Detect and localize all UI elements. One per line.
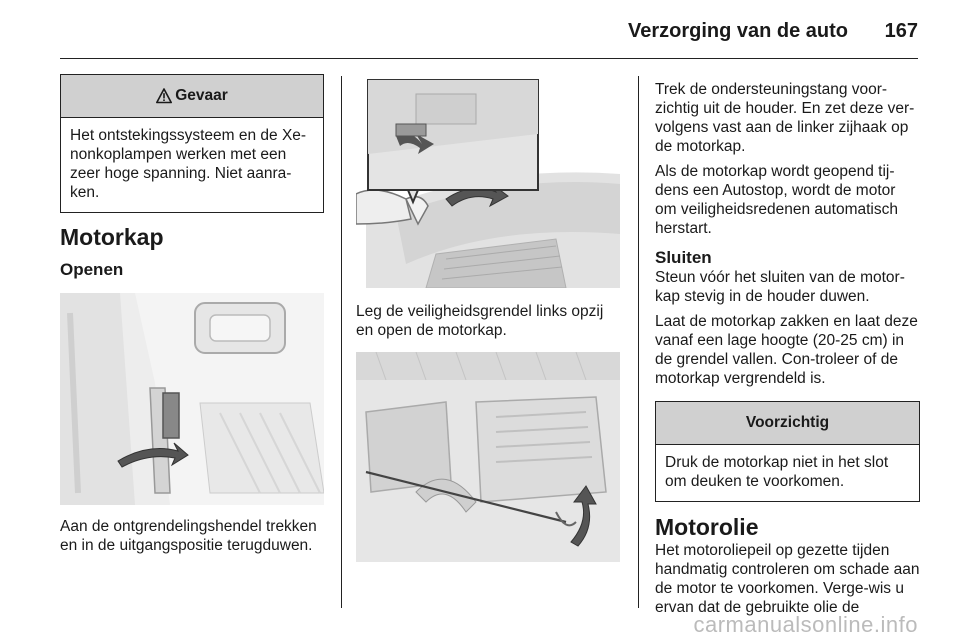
column-3 [655,74,920,617]
column-2 [356,74,620,562]
column-divider [341,76,342,608]
caution-box-text: Druk de motorkap niet in het slot om deuken te voorkomen. [665,454,889,490]
column-1 [60,74,324,555]
hood-release-lever-illustration [60,293,324,505]
column-divider [638,76,639,608]
warning-triangle-icon [156,88,172,104]
page-number: 167 [884,20,918,42]
header-rule [60,58,918,59]
danger-box-text: Het ontstekingssysteem en de Xe-nonkoplampen werken met een zeer hoge spanning. Niet aanra-ken. [70,127,307,201]
caution-box-header [656,402,919,445]
body-paragraph: Als de motorkap wordt geopend tij-dens een Autostop, wordt de motor om veiligheidsredenen automatisch herstart. [655,163,898,237]
caution-box [655,401,920,502]
subsection-title: Sluiten [655,248,712,267]
figure-caption: Leg de veiligheidsgrendel links opzij en open de motorkap. [356,303,604,339]
body-paragraph: Trek de ondersteuningstang voor-zichtig uit de houder. En zet deze ver-volgens vast aan de linker zijhaak op de motorkap. [655,81,915,155]
body-paragraph: Laat de motorkap zakken en laat deze vanaf een lage hoogte (20-25 cm) in de grendel vallen. Con-troleer of de motorkap vergrendeld is. [655,313,918,387]
page-header [60,0,918,62]
section-title: Motorkap [60,224,164,250]
header-title: Verzorging van de auto [627,20,848,42]
figure-caption: Aan de ontgrendelingshendel trekken en in de uitgangspositie terugduwen. [60,518,317,554]
body-paragraph: Steun vóór het sluiten van de motor-kap stevig in de houder duwen. [655,269,905,305]
subsection-title: Openen [60,260,124,279]
watermark: carmanualsonline.info [693,612,918,637]
danger-box-header [61,75,323,118]
danger-box-title: Gevaar [175,87,228,104]
caution-box-title: Voorzichtig [745,414,830,431]
section-title: Motorolie [655,514,759,540]
danger-box [60,74,324,213]
hood-safety-catch-illustration [356,74,620,288]
engine-bay-support-rod-illustration [356,352,620,562]
body-paragraph: Het motoroliepeil op gezette tijden handmatig controleren om schade aan de motor te voorkomen. Verge-wis u ervan dat de gebruikte olie de [655,542,920,616]
